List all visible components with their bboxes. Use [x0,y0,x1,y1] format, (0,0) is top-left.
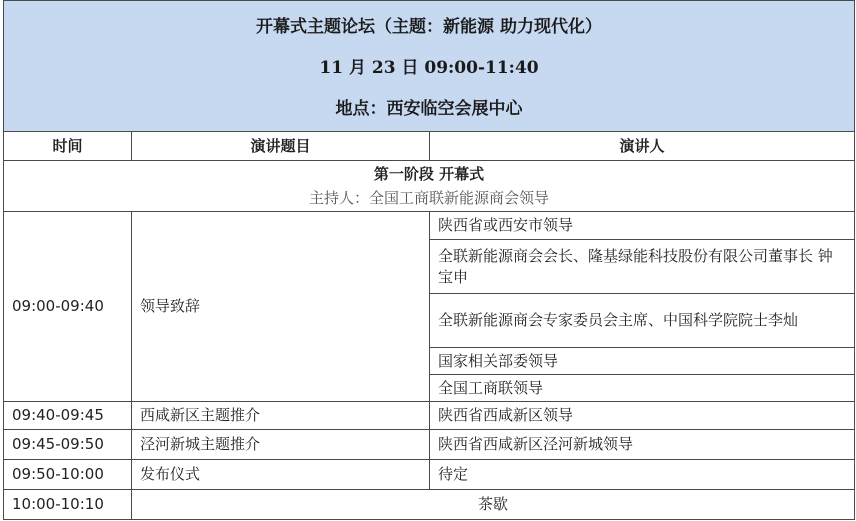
break-row [4,490,855,520]
speaker-cell: 全联新能源商会专家委员会主席、中国科学院院士李灿 [430,294,855,348]
forum-title: 开幕式主题论坛（主题：新能源 助力现代化） [256,17,602,37]
opening-topic: 领导致辞 [132,212,430,402]
speaker-cell: 全国工商联领导 [430,375,855,402]
row-speaker: 陕西省西咸新区泾河新城领导 [430,430,855,460]
phase-row [4,161,855,212]
row-speaker: 待定 [430,460,855,490]
row-topic: 泾河新城主题推介 [132,430,430,460]
phase-host: 主持人：全国工商联新能源商会领导 [309,189,550,207]
break-label: 茶歇 [132,490,855,520]
break-time: 10:00-10:10 [4,490,132,520]
opening-time: 09:00-09:40 [4,212,132,402]
agenda-table [3,0,855,520]
banner-row [4,1,855,132]
table-row [4,402,855,430]
forum-venue: 地点：西安临空会展中心 [335,99,523,119]
phase-title: 第一阶段 开幕式 [373,165,485,183]
table-row [4,212,855,240]
row-topic: 西咸新区主题推介 [132,402,430,430]
table-row [4,460,855,490]
phase-cell [4,161,855,212]
column-header-speaker: 演讲人 [430,132,855,161]
row-time: 09:40-09:45 [4,402,132,430]
speaker-cell: 国家相关部委领导 [430,348,855,375]
row-topic: 发布仪式 [132,460,430,490]
speaker-cell: 全联新能源商会会长、隆基绿能科技股份有限公司董事长 钟宝申 [430,240,855,294]
row-time: 09:45-09:50 [4,430,132,460]
speaker-cell: 陕西省或西安市领导 [430,212,855,240]
row-time: 09:50-10:00 [4,460,132,490]
row-speaker: 陕西省西咸新区领导 [430,402,855,430]
table-row [4,430,855,460]
column-header-topic: 演讲题目 [132,132,430,161]
forum-datetime: 11 月 23 日 09:00-11:40 [319,58,539,78]
banner-cell [4,1,855,132]
column-header-time: 时间 [4,132,132,161]
column-header-row [4,132,855,161]
